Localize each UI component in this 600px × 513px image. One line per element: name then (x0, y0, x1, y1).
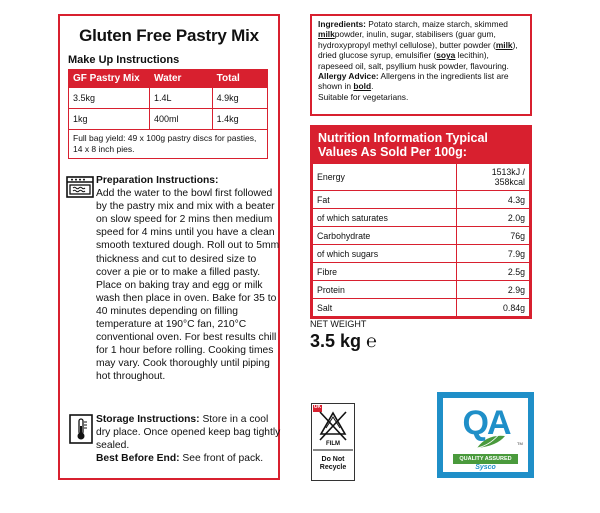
recycle-line: Do Not (321, 456, 345, 463)
ingredients-text: powder, inulin, sugar, stabilisers (guar gum, hydroxypropyl methyl cellulose), butter powder ( (318, 29, 496, 50)
storage-heading: Storage Instructions: (96, 414, 200, 425)
nutrient-name: Salt (313, 299, 457, 317)
instructions-panel (58, 14, 280, 480)
recycle-line: Recycle (319, 464, 347, 471)
bold-word: bold (353, 81, 372, 92)
nutrient-name: of which saturates (313, 209, 457, 227)
table-cell: 3.5kg (69, 88, 150, 109)
trademark: TM (517, 441, 523, 446)
nutrition-title: Nutrition Information Typical Values As Sold Per 100g: (312, 127, 530, 163)
thermometer-icon (69, 414, 93, 444)
nutrient-value: 76g (457, 227, 530, 245)
quality-assured-text: QUALITY ASSURED (459, 456, 512, 462)
nutrient-value: 2.9g (457, 281, 530, 299)
make-up-table (68, 69, 268, 130)
net-weight-value: 3.5 kg ℮ (310, 331, 377, 351)
nutrient-name: Energy (313, 164, 457, 191)
allergen-milk: milk (318, 29, 335, 40)
table-cell: 1.4kg (212, 109, 267, 130)
recycle-text (312, 456, 354, 472)
table-cell: 4.9kg (212, 88, 267, 109)
nutrition-panel (310, 125, 532, 319)
allergy-advice-label: Allergy Advice: (318, 71, 379, 82)
table-row (69, 109, 268, 130)
net-weight-label: NET WEIGHT (310, 319, 367, 329)
nutrient-value: 7.9g (457, 245, 530, 263)
table-header-row (69, 70, 268, 88)
table-cell: 1kg (69, 109, 150, 130)
quality-assured-logo (437, 392, 534, 478)
recycle-uk-mark: UK (313, 404, 322, 410)
ingredients-text: Potato starch, maize starch, skimmed (368, 19, 508, 29)
recycling-badge (311, 403, 355, 481)
make-up-title: Make Up Instructions (68, 54, 180, 66)
preparation-heading: Preparation Instructions: (96, 175, 219, 186)
recycle-film-label: FILM (326, 441, 340, 447)
column-header: Water (150, 70, 213, 88)
best-before-heading: Best Before End: (96, 453, 180, 465)
storage-text: Store in a cool dry place. Once opened keep bag tightly sealed. (96, 414, 281, 452)
oven-icon (66, 176, 94, 198)
bag-yield: Full bag yield: 49 x 100g pastry discs for pasties, 14 x 8 inch pies. (68, 130, 268, 159)
table-cell: 400ml (150, 109, 213, 130)
vegetarian-note: Suitable for vegetarians. (318, 91, 409, 102)
table-row (313, 191, 530, 209)
nutrient-value: 2.0g (457, 209, 530, 227)
nutrient-value: 1513kJ / 358kcal (457, 164, 530, 191)
table-row (313, 227, 530, 245)
preparation-instructions (96, 174, 282, 384)
table-row (313, 281, 530, 299)
table-row (69, 88, 268, 109)
nutrition-table (312, 163, 530, 317)
nutrient-value: 2.5g (457, 263, 530, 281)
ingredients-panel: Ingredients: Potato starch, maize starch, skimmed milkpowder, inulin, sugar, stabilisers (guar gum, hydroxypropyl methyl cellulose), butter powder (milk), dried glucose syrup, emulsifier (soya lecithin), rapeseed oil, salt, psyllium husk powder, flavouring. Allergy Advice: Allergens in the ingredients list are shown in bold. Suitable for vegetarians. (310, 14, 532, 116)
product-title: Gluten Free Pastry Mix (79, 26, 259, 45)
brand-name: Sysco (475, 464, 496, 471)
preparation-text: Add the water to the bowl first followed by the pastry mix and mix with a beater on slow speed for 2 mins then medium speed for 4 mins until you have a clean smooth textured dough. Roll out to 5mm thickness and cut to desired size to cover a pie or to make a filled pasty. Place on baking tray and egg or milk wash then place in oven. Bake for 35 to 40 minutes depending on filling temperature at 190°C fan, 210°C conventional oven. For best results chill for 1 hour before rolling. Cooking times may vary. Cook thoroughly until piping hot throughout. (96, 188, 280, 383)
nutrient-name: Protein (313, 281, 457, 299)
nutrient-value: 0.84g (457, 299, 530, 317)
table-row (313, 164, 530, 191)
ingredients-text: ), dried glucose syrup, emulsifier ( (318, 39, 518, 61)
qa-letters: QA (462, 404, 510, 442)
table-row (313, 245, 530, 263)
allergen-milk: milk (495, 39, 513, 50)
table-row (313, 263, 530, 281)
nutrient-name: Fibre (313, 263, 457, 281)
column-header: GF Pastry Mix (69, 70, 150, 88)
net-weight (310, 319, 377, 352)
table-row (313, 299, 530, 317)
ingredients-label: Ingredients: (318, 19, 366, 29)
allergen-soya: soya (436, 50, 456, 61)
allergy-advice-text: Allergens in the ingredients list are shown in (318, 71, 509, 92)
nutrient-name: Fat (313, 191, 457, 209)
table-cell: 1.4L (150, 88, 213, 109)
nutrient-value: 4.3g (457, 191, 530, 209)
ingredients-text: lecithin), rapeseed oil, salt, psyllium husk powder, flavouring. (318, 50, 509, 71)
nutrient-name: of which sugars (313, 245, 457, 263)
column-header: Total (212, 70, 267, 88)
best-before-text: See front of pack. (182, 453, 264, 465)
nutrient-name: Carbohydrate (313, 227, 457, 245)
storage-instructions (96, 413, 282, 465)
table-row (313, 209, 530, 227)
